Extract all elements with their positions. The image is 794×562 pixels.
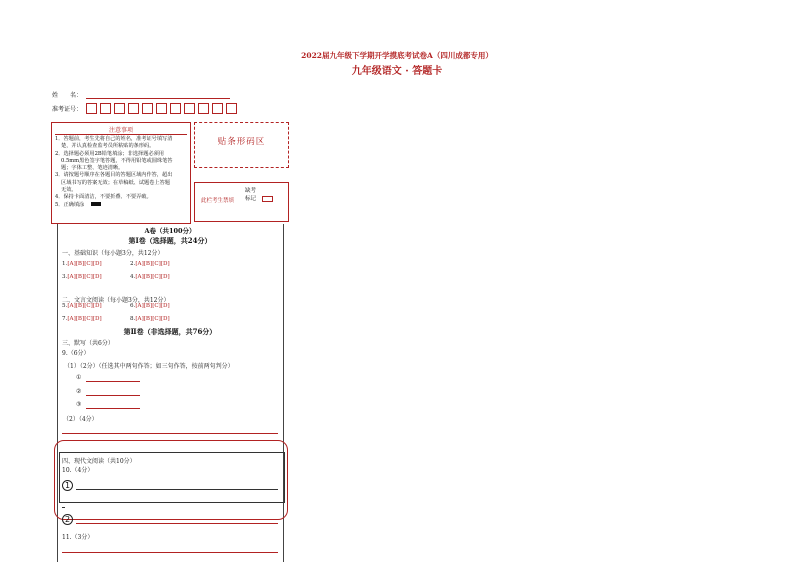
id-cell[interactable] <box>114 103 125 114</box>
q-number: 2. <box>130 261 136 267</box>
sec1-title: 一、基础知识（每小题3分，共12分） <box>62 250 164 257</box>
barcode-area <box>194 122 289 168</box>
name-field[interactable] <box>86 98 230 99</box>
answer-line[interactable] <box>86 408 140 409</box>
q9-label: 9.（6分） <box>62 350 90 357</box>
answer-line[interactable] <box>62 433 278 434</box>
sec2-title: 二、文言文阅读（每小题3分，共12分） <box>62 297 170 304</box>
q-number: 1. <box>62 261 68 267</box>
q-number: 3. <box>62 274 68 280</box>
note-line: 3．请按题号顺序在各题目的答题区域内作答，超出 <box>55 172 173 179</box>
candidate-id-grid[interactable] <box>86 103 240 114</box>
notes-list <box>55 136 189 209</box>
option-bubbles[interactable]: [A][B][C][D] <box>67 274 102 280</box>
option-bubbles[interactable]: [A][B][C][D] <box>67 303 102 309</box>
option-bubbles[interactable]: [A][B][C][D] <box>135 261 170 267</box>
absent-label-top: 缺考 <box>245 188 257 194</box>
q-number: 7. <box>62 316 68 322</box>
q1-options[interactable] <box>62 261 102 267</box>
correct-fill-label: 5．正确填涂 <box>55 201 85 208</box>
q8-options[interactable] <box>130 316 170 322</box>
q4-options[interactable] <box>130 274 170 280</box>
note-line <box>55 202 189 209</box>
blank-mark-3: ③ <box>76 401 82 408</box>
notes-box <box>51 122 191 224</box>
answer-line[interactable] <box>86 381 140 382</box>
sec4-title: 四、现代文阅读（共10分） <box>62 458 136 465</box>
note-line: 1．答题前，考生先将自己的姓名，准考证号填写清 <box>55 136 173 142</box>
note-line: 4．保持卡面清洁，不要折叠、不要弄破。 <box>55 194 152 201</box>
q11-label: 11.（3分） <box>62 534 94 541</box>
filled-mark-sample <box>91 202 101 206</box>
answer-sheet-title: 九年级语文 · 答题卡 <box>351 66 443 77</box>
blank-mark-1: ① <box>76 374 82 381</box>
note-line: 无效。 <box>61 187 77 194</box>
q-number: 5. <box>62 303 68 309</box>
answer-line[interactable] <box>62 552 278 553</box>
absent-prompt: 此栏考生禁填 <box>201 198 235 204</box>
q-number: 4. <box>130 274 136 280</box>
note-line: 区域书写的答案无效；在草稿纸、试题卷上答题 <box>61 179 170 186</box>
id-cell[interactable] <box>170 103 181 114</box>
answer-line[interactable] <box>76 523 278 524</box>
option-bubbles[interactable]: [A][B][C][D] <box>135 316 170 322</box>
q-number: 8. <box>130 316 136 322</box>
option-bubbles[interactable]: [A][B][C][D] <box>67 261 102 267</box>
q-number: 6. <box>130 303 136 309</box>
id-cell[interactable] <box>226 103 237 114</box>
answer-line[interactable] <box>86 395 140 396</box>
option-bubbles[interactable]: [A][B][C][D] <box>135 303 170 309</box>
note-line: 题；字体工整、笔迹清晰。 <box>61 165 124 172</box>
absent-label-bottom: 标记 <box>245 196 257 202</box>
a-paper-title: A卷（共100分） <box>144 227 196 235</box>
id-cell[interactable] <box>142 103 153 114</box>
absent-mark-box[interactable] <box>262 196 273 202</box>
blank-mark-2: ② <box>76 388 82 395</box>
sec3-title: 三、默写（共6分） <box>62 340 114 347</box>
notes-title: 注意事项 <box>108 127 133 134</box>
id-cell[interactable] <box>212 103 223 114</box>
note-line: 0.5mm黑色签字笔答题，不得用铅笔或圆珠笔答 <box>61 157 173 164</box>
part2-title: 第Ⅱ卷（非选择题，共76分） <box>123 327 217 336</box>
id-cell[interactable] <box>184 103 195 114</box>
barcode-label: 贴条形码区 <box>217 137 266 147</box>
q9-1-label: （1）（2分）（任选其中两句作答；如三句作答，按前两句判分） <box>64 363 234 370</box>
q9-2-label: （2）（4分） <box>63 416 98 423</box>
id-cell[interactable] <box>156 103 167 114</box>
q7-options[interactable] <box>62 316 102 322</box>
q5-options[interactable] <box>62 303 102 309</box>
id-cell[interactable] <box>198 103 209 114</box>
option-bubbles[interactable]: [A][B][C][D] <box>135 274 170 280</box>
q3-options[interactable] <box>62 274 102 280</box>
q6-options[interactable] <box>130 303 170 309</box>
part1-title: 第Ⅰ卷（选择题，共24分） <box>128 236 212 245</box>
answer-line[interactable] <box>76 489 278 490</box>
note-line: 2．选择题必须用2B铅笔填涂；非选择题必须用 <box>55 150 164 157</box>
q2-options[interactable] <box>130 261 170 267</box>
name-label: 姓 名： <box>52 92 83 99</box>
exam-title: 2022届九年级下学期开学摸底考试卷A（四川成都专用） <box>301 51 493 60</box>
candidate-id-label: 准考证号： <box>52 106 83 113</box>
circled-number-2: 2 <box>62 514 73 525</box>
absent-box <box>194 182 289 222</box>
option-bubbles[interactable]: [A][B][C][D] <box>67 316 102 322</box>
id-cell[interactable] <box>86 103 97 114</box>
id-cell[interactable] <box>100 103 111 114</box>
note-line: 楚，并认真检查监考员所粘贴的条形码。 <box>61 143 155 150</box>
q10-label: 10.（4分） <box>62 467 94 474</box>
dash-mark <box>62 507 65 508</box>
id-cell[interactable] <box>128 103 139 114</box>
circled-number-1: 1 <box>62 480 73 491</box>
